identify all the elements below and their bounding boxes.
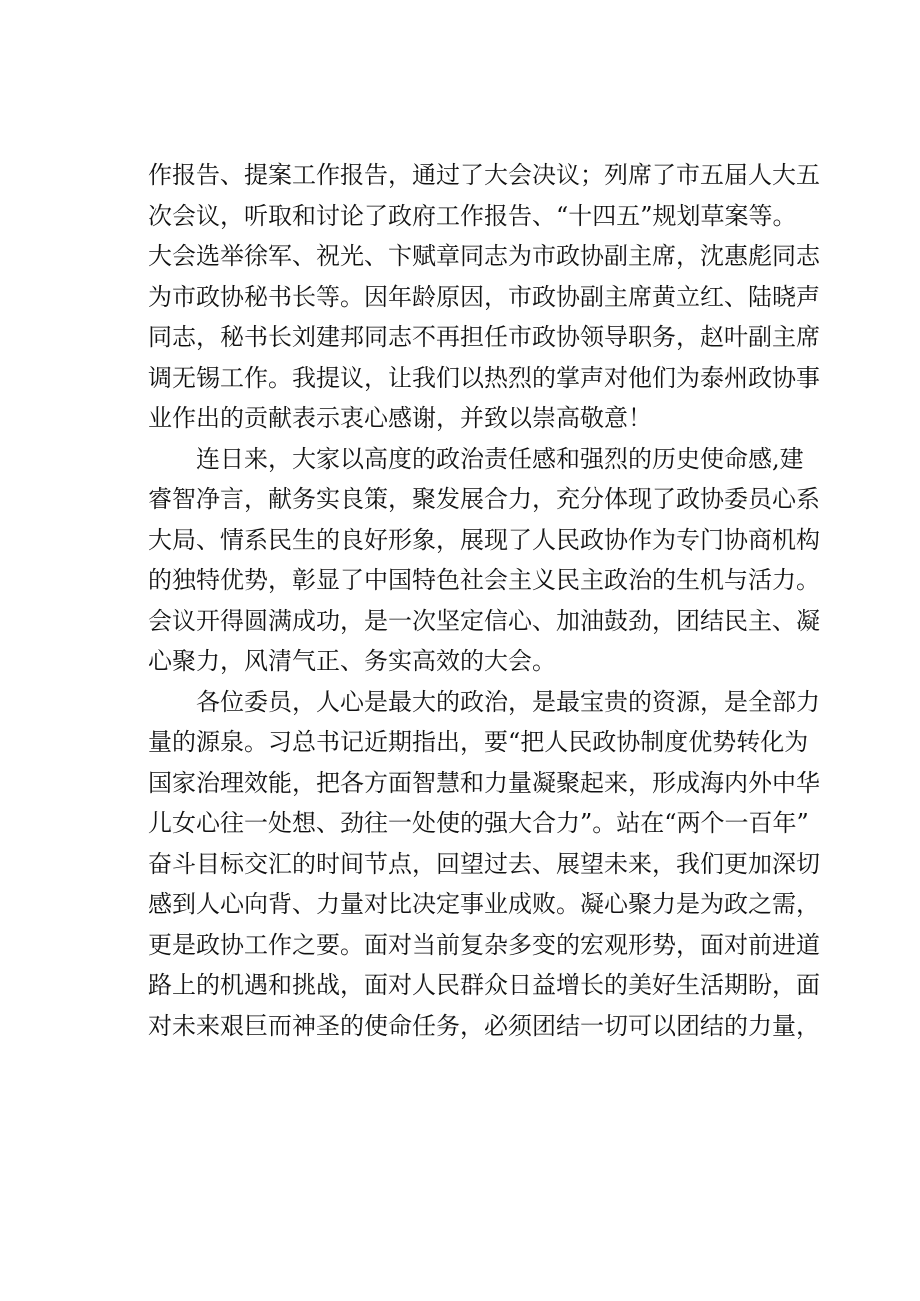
text-line: 儿女心往一处想、劲往一处使的强大合力”。站在“两个一百年”: [148, 809, 809, 837]
text-line: 大会选举徐军、祝光、卞赋章同志为市政协副主席，沈惠彪同志: [148, 242, 820, 270]
text-line: 对未来艰巨而神圣的使命任务，必须团结一切可以团结的力量，: [148, 1011, 820, 1040]
text-line: 心聚力，风清气正、务实高效的大会。: [148, 647, 556, 675]
text-line: 会议开得圆满成功，是一次坚定信心、加油鼓劲，团结民主、凝: [148, 606, 820, 635]
text-line: 奋斗目标交汇的时间节点，回望过去、展望未来，我们更加深切: [148, 849, 820, 878]
text-line: 睿智净言，献务实良策，聚发展合力，充分体现了政协委员心系: [148, 485, 820, 513]
text-line: 大局、情系民生的良好形象，展现了人民政协作为专门协商机构: [148, 525, 820, 554]
body-text: [148, 155, 820, 1046]
text-line: 国家治理效能，把各方面智慧和力量凝聚起来，形成海内外中华: [148, 768, 820, 797]
text-line: 量的源泉。习总书记近期指出，要“把人民政协制度优势转化为: [148, 728, 809, 756]
text-line: 路上的机遇和挑战，面对人民群众日益增长的美好生活期盼，面: [148, 971, 820, 999]
text-line: 的独特优势，彰显了中国特色社会主义民主政治的生机与活力。: [148, 566, 820, 594]
text-line: 为市政协秘书长等。因年龄原因，市政协副主席黄立红、陆晓声: [148, 282, 820, 311]
text-line: 更是政协工作之要。面对当前复杂多变的宏观形势，面对前进道: [148, 930, 820, 959]
text-line: 连日来，大家以高度的政治责任感和强烈的历史使命感,建: [148, 444, 804, 473]
text-line: 调无锡工作。我提议，让我们以热烈的掌声对他们为泰州政协事: [148, 363, 820, 392]
text-line: 业作出的贡献表示衷心感谢，并致以崇高敬意！: [148, 404, 652, 432]
text-line: 感到人心向背、力量对比决定事业成败。凝心聚力是为政之需，: [148, 890, 820, 918]
text-line: 同志，秘书长刘建邦同志不再担任市政协领导职务，赵叶副主席: [148, 323, 820, 351]
text-line: 各位委员，人心是最大的政治，是最宝贵的资源，是全部力: [148, 687, 820, 716]
text-line: 作报告、提案工作报告，通过了大会决议；列席了市五届人大五: [148, 161, 820, 189]
text-line: 次会议，听取和讨论了政府工作报告、“十四五”规划草案等。: [148, 201, 797, 230]
